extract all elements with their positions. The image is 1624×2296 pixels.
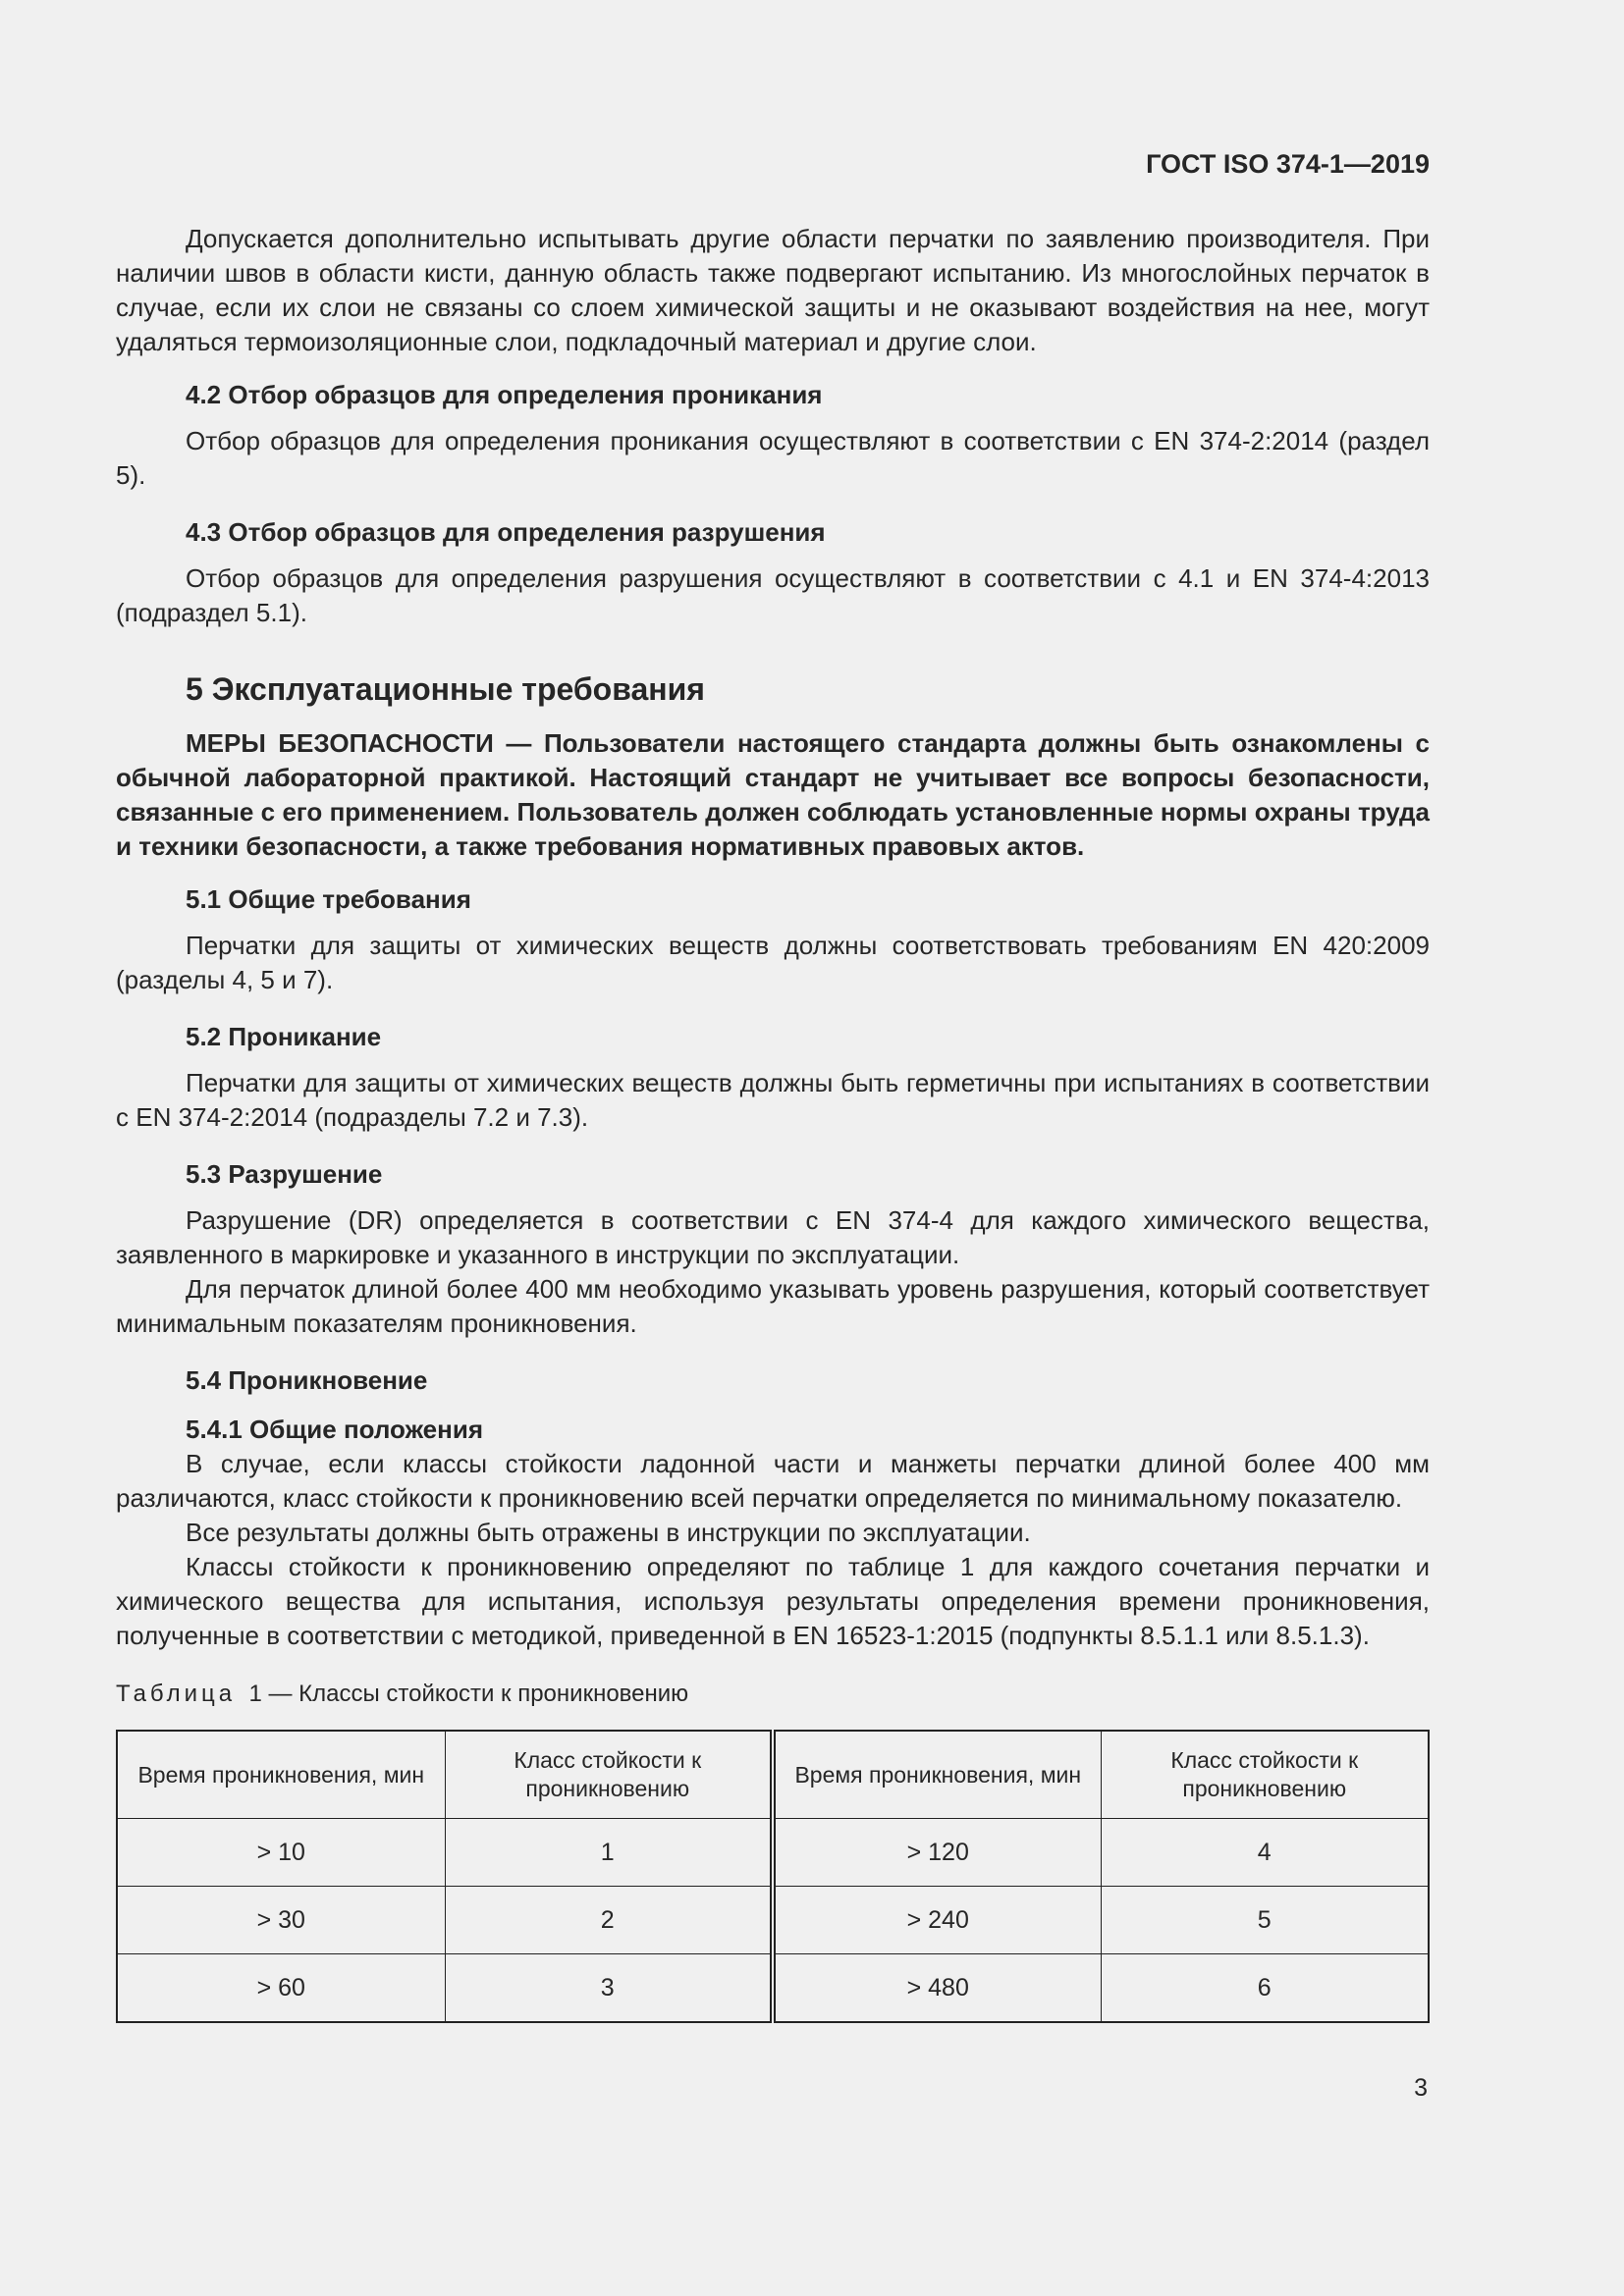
table-row <box>117 1819 1429 1887</box>
table-cell: 2 <box>445 1887 773 1954</box>
header-breakthrough-time-1: Время проникновения, мин <box>117 1731 445 1819</box>
section-4-3-text: Отбор образцов для определения разрушения осуществляют в соответствии с 4.1 и EN 374-4:2013 (подраздел 5.1). <box>116 563 1430 627</box>
section-5-4-1-text-1: В случае, если классы стойкости ладонной части и манжеты перчатки длиной более 400 мм различаются, класс стойкости к проникновению всей перчатки определяется по минимальному показателю. <box>116 1449 1430 1513</box>
section-5-4-1-heading: 5.4.1 Общие положения <box>186 1415 483 1444</box>
table-cell: 6 <box>1101 1954 1429 2023</box>
section-5-2-heading: 5.2 Проникание <box>186 1022 382 1051</box>
table-cell: 3 <box>445 1954 773 2023</box>
table-cell: 1 <box>445 1819 773 1887</box>
table-cell: > 10 <box>117 1819 445 1887</box>
section-5-3-text-1: Разрушение (DR) определяется в соответствии с EN 374-4 для каждого химического вещества, заявленного в маркировке и указанного в инструкции по эксплуатации. <box>116 1205 1430 1269</box>
table-row <box>117 1954 1429 2023</box>
table-caption-word: Таблица <box>116 1681 237 1707</box>
header-resistance-class-2: Класс стойкости к проникновению <box>1101 1731 1429 1819</box>
table-cell: > 240 <box>773 1887 1101 1954</box>
section-5-heading: 5 Эксплуатационные требования <box>186 671 705 707</box>
table-cell: > 480 <box>773 1954 1101 2023</box>
page-number: 3 <box>1414 2074 1428 2102</box>
safety-note: МЕРЫ БЕЗОПАСНОСТИ — Пользователи настоящего стандарта должны быть ознакомлены с обычной лабораторной практикой. Настоящий стандарт не учитывает все вопросы безопасности, связанные с его применением. Пользователь должен соблюдать установленные нормы охраны труда и техники безопасности, а также требования нормативных правовых актов. <box>116 728 1430 861</box>
table-caption <box>116 1679 1430 1710</box>
table-row <box>117 1887 1429 1954</box>
section-5-2-text: Перчатки для защиты от химических веществ должны быть герметичны при испытаниях в соответствии с EN 374-2:2014 (подразделы 7.2 и 7.3). <box>116 1068 1430 1132</box>
table-header-row <box>117 1731 1429 1819</box>
section-5-4-1-text-2: Все результаты должны быть отражены в инструкции по эксплуатации. <box>186 1518 1031 1547</box>
header-resistance-class-1: Класс стойкости к проникновению <box>445 1731 773 1819</box>
section-5-3-text-2: Для перчаток длиной более 400 мм необходимо указывать уровень разрушения, который соответствует минимальным показателям проникновения. <box>116 1274 1430 1338</box>
section-5-4-1-text-3: Классы стойкости к проникновению определяют по таблице 1 для каждого сочетания перчатки и химического вещества для испытания, используя результаты определения времени проникновения, полученные в соответствии с методикой, приведенной в EN 16523-1:2015 (подпункты 8.5.1.1 или 8.5.1.3). <box>116 1552 1430 1650</box>
section-5-3-heading: 5.3 Разрушение <box>186 1159 383 1189</box>
page-content <box>116 222 1430 2023</box>
section-5-4-heading: 5.4 Проникновение <box>186 1365 428 1395</box>
section-4-2-heading: 4.2 Отбор образцов для определения проникания <box>186 380 823 409</box>
header-breakthrough-time-2: Время проникновения, мин <box>773 1731 1101 1819</box>
section-5-1-heading: 5.1 Общие требования <box>186 884 471 914</box>
section-5-1-text: Перчатки для защиты от химических веществ должны соответствовать требованиям EN 420:2009 (разделы 4, 5 и 7). <box>116 931 1430 994</box>
table-cell: > 30 <box>117 1887 445 1954</box>
intro-paragraph: Допускается дополнительно испытывать другие области перчатки по заявлению производителя. При наличии швов в области кисти, данную область также подвергают испытанию. Из многослойных перчаток в случае, если их слои не связаны со слоем химической защиты и не оказывают воздействия на нее, могут удаляться термоизоляционные слои, подкладочный материал и другие слои. <box>116 224 1430 356</box>
section-4-2-text: Отбор образцов для определения проникания осуществляют в соответствии с EN 374-2:2014 (раздел 5). <box>116 426 1430 490</box>
table-cell: > 120 <box>773 1819 1101 1887</box>
table-caption-title: 1 — Классы стойкости к проникновению <box>248 1681 689 1707</box>
table-cell: > 60 <box>117 1954 445 2023</box>
section-4-3-heading: 4.3 Отбор образцов для определения разрушения <box>186 517 826 547</box>
table-cell: 5 <box>1101 1887 1429 1954</box>
table-cell: 4 <box>1101 1819 1429 1887</box>
standard-code-header: ГОСТ ISO 374-1—2019 <box>1146 149 1430 179</box>
permeation-classes-table <box>116 1730 1430 2023</box>
